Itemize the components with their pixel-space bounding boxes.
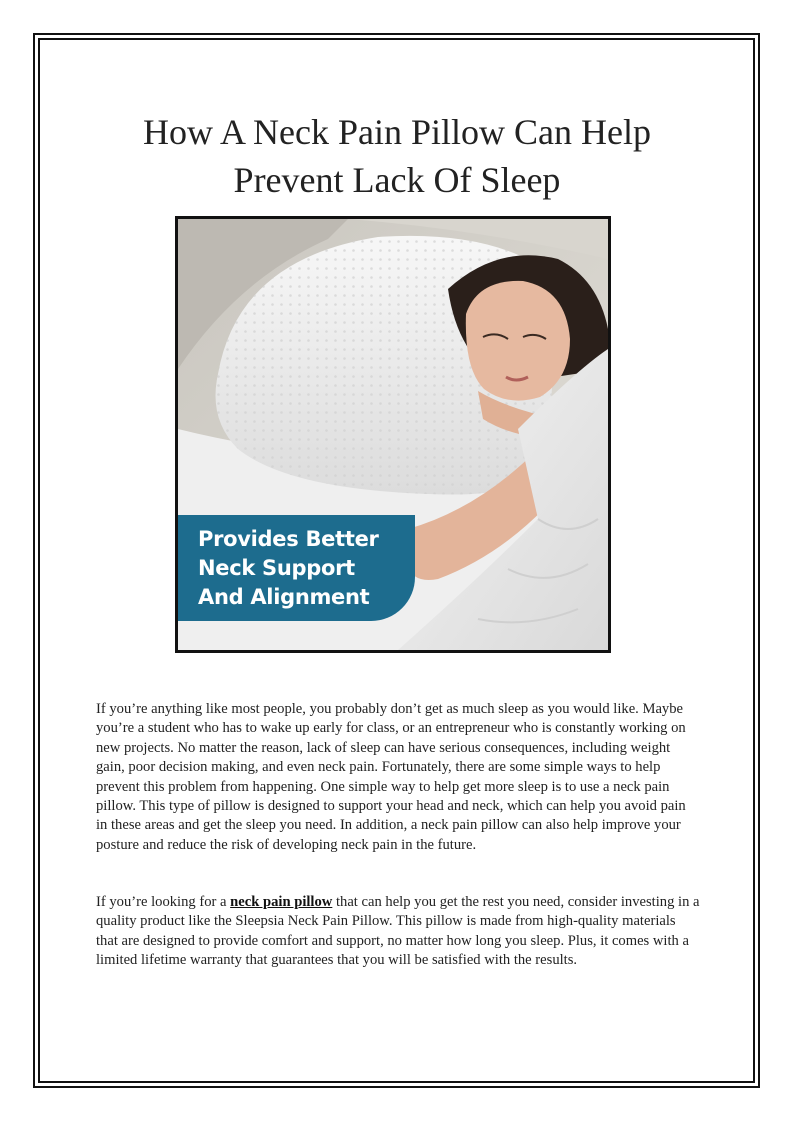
hero-image-woman-sleeping-on-pillow	[175, 216, 611, 653]
title-line-2: Prevent Lack Of Sleep	[233, 160, 561, 200]
caption-line-1: Provides Better	[198, 527, 379, 551]
body-paragraph-1: If you’re anything like most people, you probably don’t get as much sleep as you would like. Maybe you’re a student who has to wake up early for class, or an entrepreneur who is constantly working on new projects. No matter the reason, lack of sleep can have serious consequences, including weight gain, poor decision making, and even neck pain. Fortunately, there are some simple ways to help prevent this problem from happening. One simple way to help get more sleep is to use a neck pain pillow. This type of pillow is designed to support your head and neck, which can help you avoid pain in these areas and get the sleep you need. In addition, a neck pain pillow can also help improve your posture and reduce the risk of developing neck pain in the future.	[96, 701, 686, 853]
caption-line-3: And Alignment	[198, 585, 370, 609]
page-title	[60, 108, 734, 204]
paragraph-2-intro: If you’re looking for a	[96, 894, 231, 910]
neck-pain-pillow-link[interactable]: neck pain pillow	[230, 894, 333, 910]
caption-line-2: Neck Support	[198, 556, 355, 580]
body-paragraph-2	[96, 893, 700, 971]
caption-banner	[178, 515, 415, 621]
paragraph-2-rest: that can help you get the rest you need, consider investing in a quality product like the Sleepsia Neck Pain Pillow. This pillow is made from high-quality materials that are designed to provide comfort and support, no matter how long you sleep. Plus, it comes with a limited lifetime warranty that guarantees that you will be satisfied with the results.	[96, 894, 700, 969]
title-line-1: How A Neck Pain Pillow Can Help	[143, 112, 651, 152]
